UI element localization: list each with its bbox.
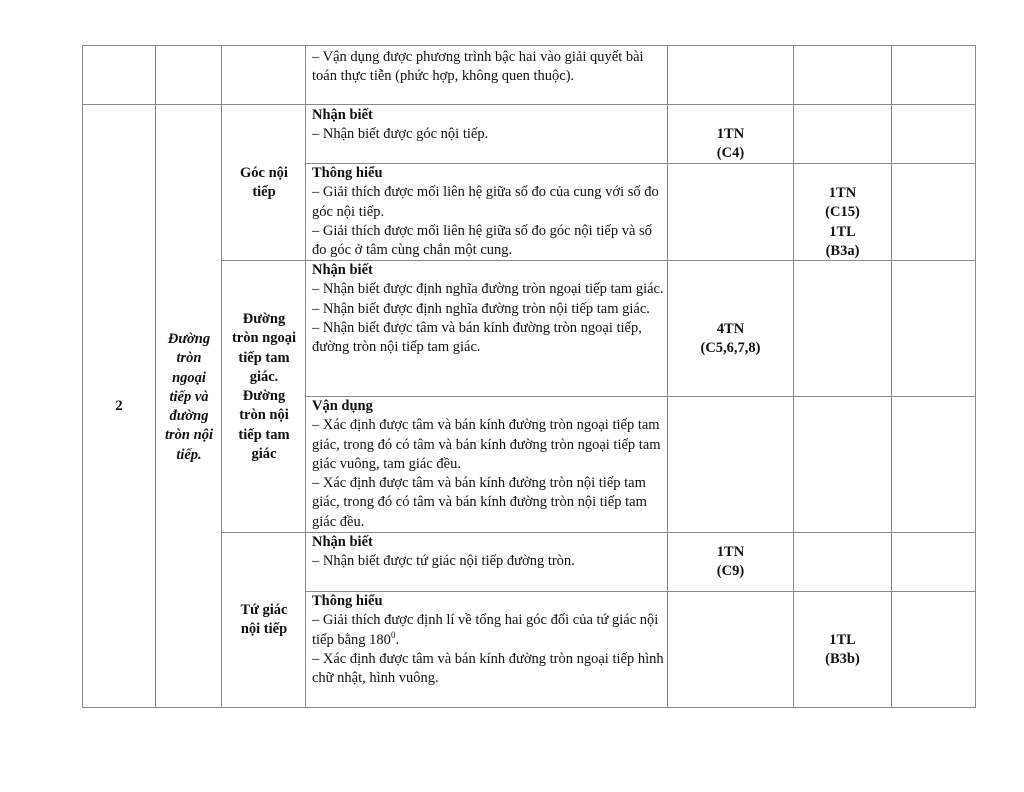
table-border xyxy=(305,45,306,708)
requirement-block xyxy=(312,397,667,532)
topic-tu-giac-noi-tiep: Tứ giác nội tiếp xyxy=(240,602,288,638)
requirement-text xyxy=(312,48,667,87)
table-border xyxy=(82,707,976,708)
comprehension-count xyxy=(794,184,891,261)
table-border xyxy=(793,45,794,708)
level-label: Vận dụng xyxy=(312,398,373,414)
table-border xyxy=(82,45,976,46)
table-border xyxy=(155,45,156,708)
requirement-line: – Giải thích được mối liên hệ giữa số đo góc nội tiếp và số đo góc ở tâm cùng chắn một cung. xyxy=(312,222,652,259)
question-ref: (B3a) xyxy=(825,242,860,259)
chapter-title: Đường tròn ngoại tiếp và đường tròn nội tiếp. xyxy=(165,331,213,463)
requirement-line: – Vận dụng được phương trình bậc hai vào giải quyết bài toán thực tiễn (phức hợp, không quen thuộc). xyxy=(312,49,644,85)
chapter-number: 2 xyxy=(115,398,123,414)
level-label: Nhận biết xyxy=(312,107,373,123)
requirement-line xyxy=(312,611,667,650)
requirement-block xyxy=(312,592,667,688)
requirement-line: – Xác định được tâm và bán kính đường tròn nội tiếp tam giác, trong đó có tâm và bán kính đường tròn nội tiếp tam giác đều. xyxy=(312,475,647,530)
question-ref: (B3b) xyxy=(825,651,860,668)
requirement-text: . xyxy=(395,631,400,648)
question-count: 1TN xyxy=(716,126,745,142)
question-count: 4TN xyxy=(716,321,745,337)
question-ref: (C5,6,7,8) xyxy=(700,340,761,357)
requirement-block xyxy=(312,261,667,357)
requirement-line: – Nhận biết được tứ giác nội tiếp đường tròn. xyxy=(312,553,575,570)
level-label: Nhận biết xyxy=(312,534,373,550)
table-border xyxy=(891,45,892,708)
question-ref: (C15) xyxy=(825,204,860,221)
requirement-line: – Xác định được tâm và bán kính đường tròn ngoại tiếp tam giác, trong đó có tâm và bán kính đường tròn ngoại tiếp tam giác vuông, tam giác đều. xyxy=(312,417,661,472)
table-border xyxy=(82,104,976,105)
requirement-line: – Xác định được tâm và bán kính đường tròn ngoại tiếp hình chữ nhật, hình vuông. xyxy=(312,650,664,687)
recognition-count xyxy=(668,543,793,582)
level-label: Thông hiểu xyxy=(312,165,383,181)
question-count: 1TL xyxy=(829,223,856,240)
recognition-count xyxy=(668,320,793,359)
requirement-line: – Nhận biết được tâm và bán kính đường tròn ngoại tiếp, đường tròn nội tiếp tam giác. xyxy=(312,319,642,356)
requirement-block xyxy=(312,533,667,572)
question-ref: (C4) xyxy=(716,145,745,162)
requirement-line: – Nhận biết được định nghĩa đường tròn nội tiếp tam giác. xyxy=(312,300,650,317)
topic-goc-noi-tiep: Góc nội tiếp xyxy=(240,165,288,201)
question-count: 1TL xyxy=(829,632,856,648)
recognition-count xyxy=(668,125,793,164)
topic-duong-tron: Đường tròn ngoại tiếp tam giác. Đường tròn nội tiếp tam giác xyxy=(231,311,297,463)
requirement-block xyxy=(312,164,667,260)
requirement-text: – Giải thích được định lí về tổng hai góc đối của tứ giác nội tiếp bằng 180 xyxy=(312,612,659,648)
requirement-block xyxy=(312,106,667,145)
table-border xyxy=(975,45,976,708)
level-label: Nhận biết xyxy=(312,262,373,278)
requirement-line: – Nhận biết được góc nội tiếp. xyxy=(312,126,489,143)
question-count: 1TN xyxy=(828,185,857,201)
requirement-line: – Giải thích được mối liên hệ giữa số đo của cung với số đo góc nội tiếp. xyxy=(312,184,659,220)
question-ref: (C9) xyxy=(716,563,745,580)
requirement-line: – Nhận biết được định nghĩa đường tròn ngoại tiếp tam giác. xyxy=(312,281,664,298)
content-table xyxy=(82,45,976,708)
degree-superscript: 0 xyxy=(390,629,396,640)
table-border xyxy=(82,45,83,708)
question-count: 1TN xyxy=(716,544,745,560)
comprehension-count xyxy=(794,631,891,670)
level-label: Thông hiểu xyxy=(312,593,383,609)
table-border xyxy=(221,45,222,708)
